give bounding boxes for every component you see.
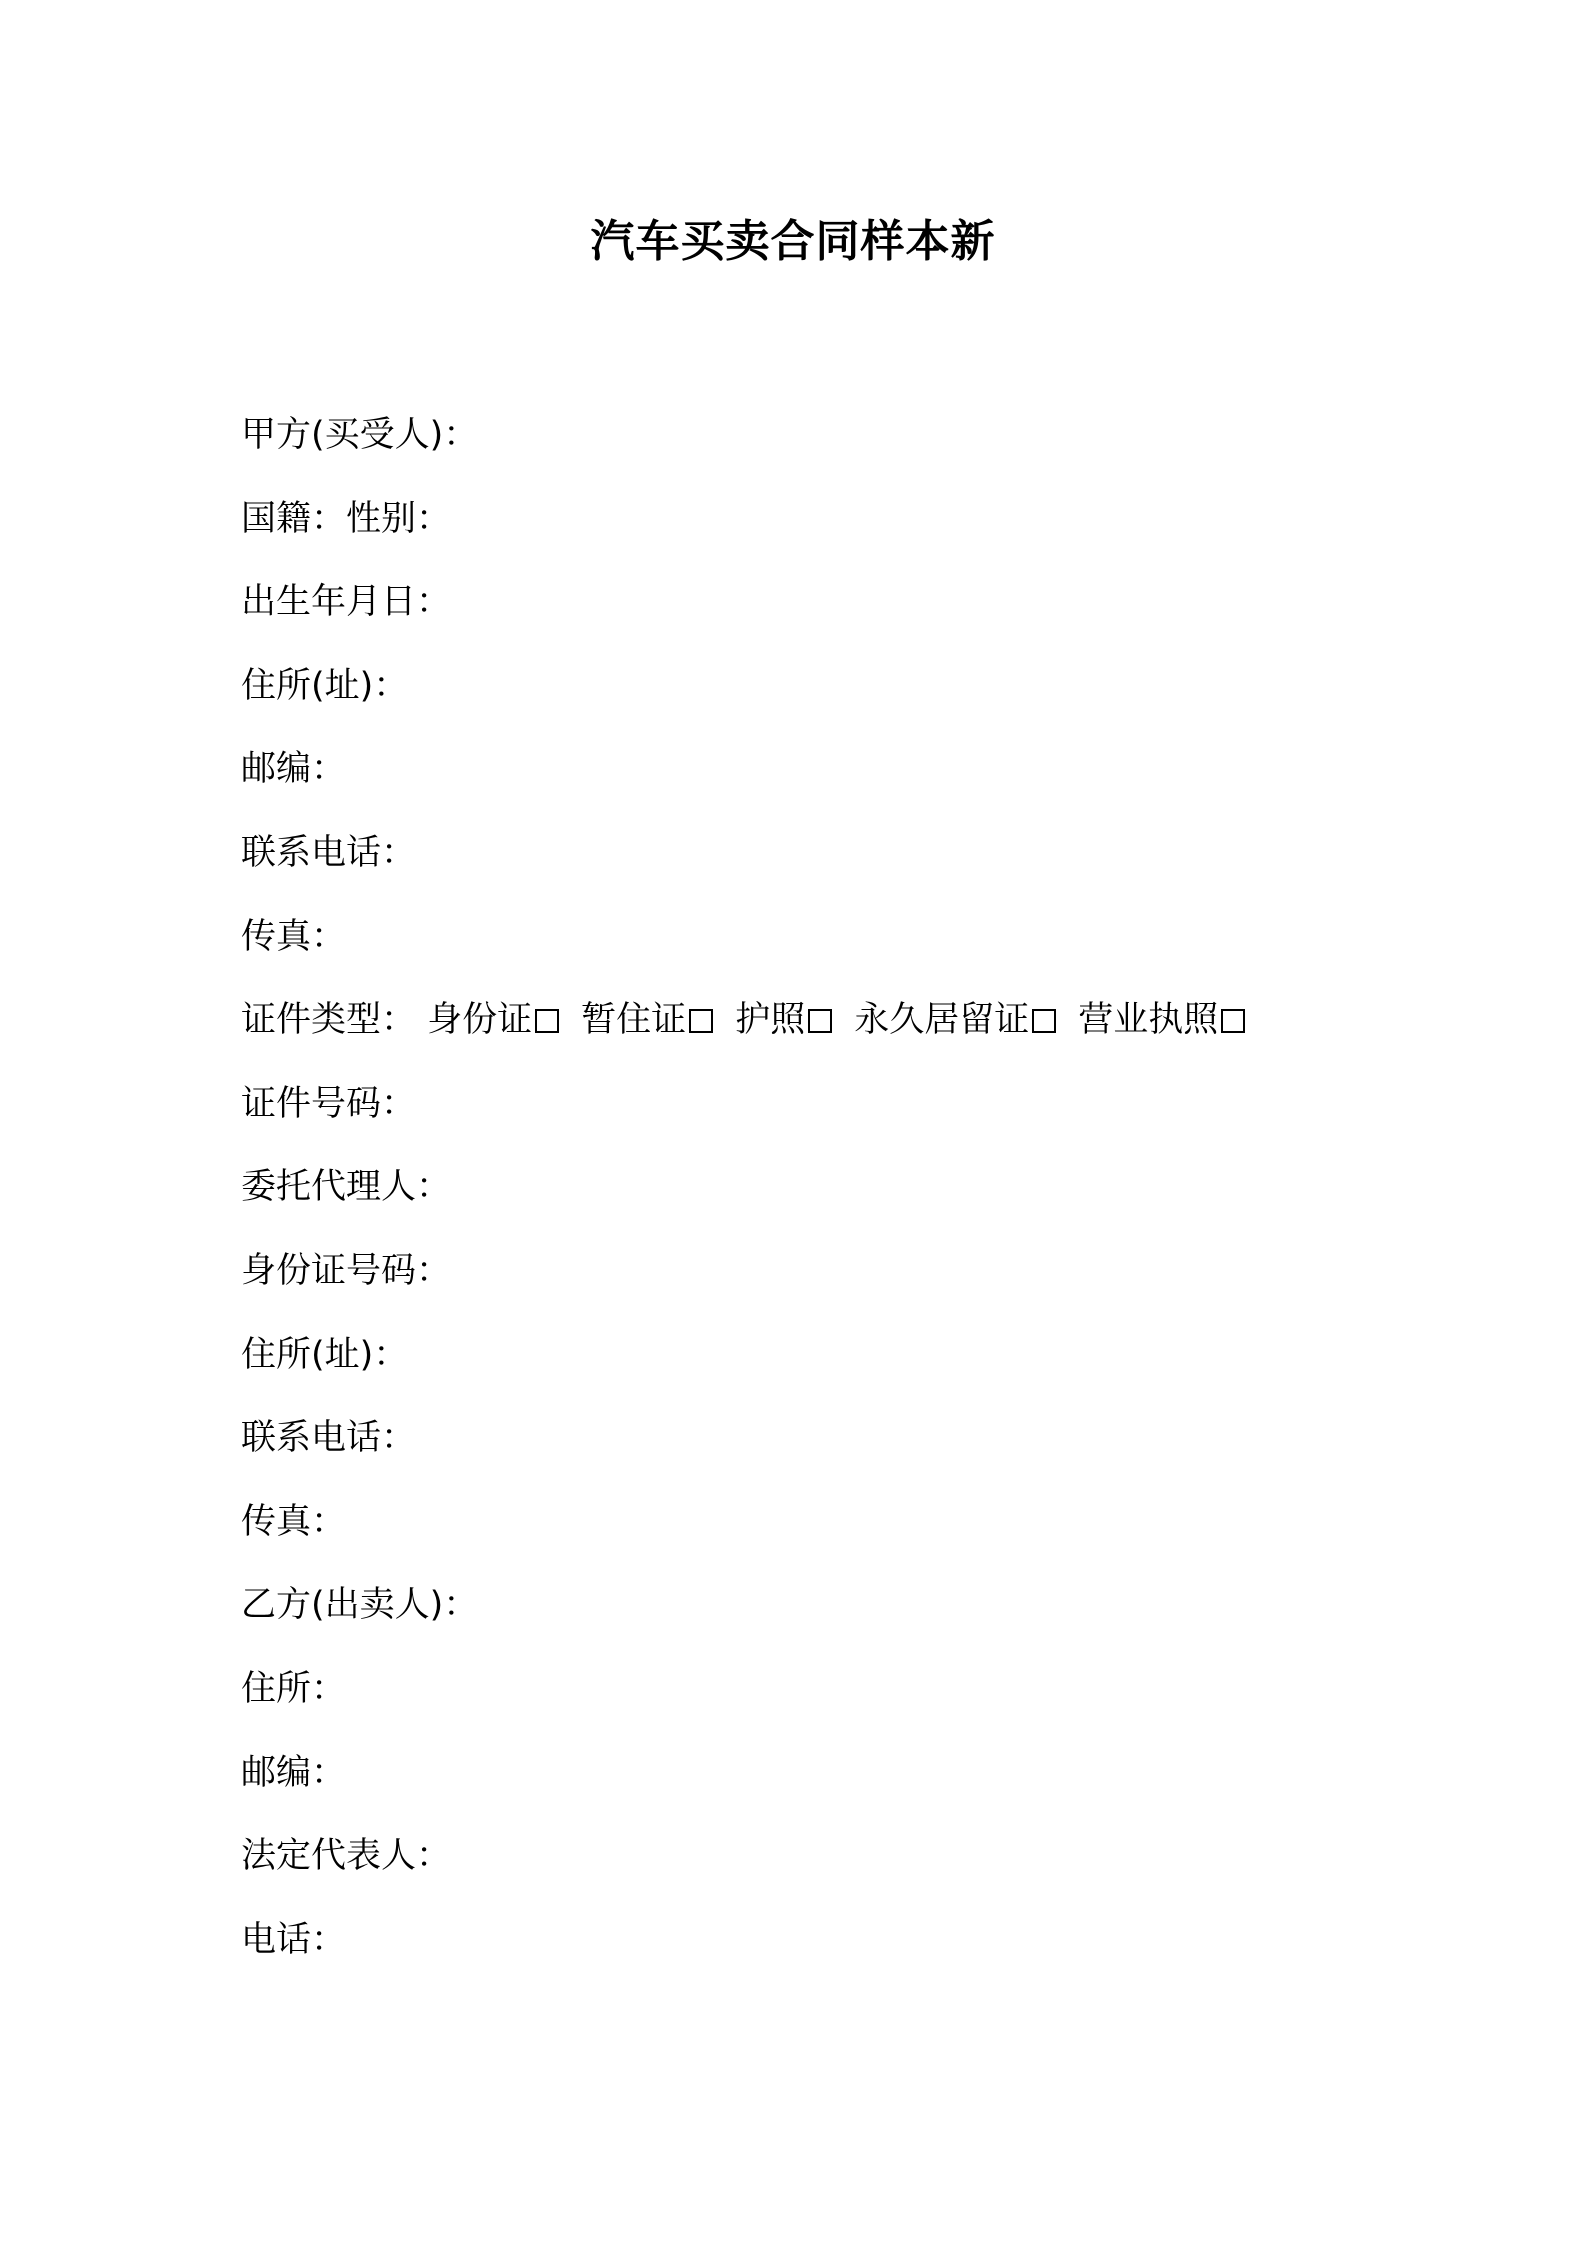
id-type-options bbox=[416, 1000, 1267, 1040]
agent-fax-field: 传真： bbox=[241, 1501, 347, 1542]
nationality-gender-field: 国籍：性别： bbox=[241, 498, 452, 539]
party-b-heading: 乙方(出卖人)： bbox=[241, 1585, 479, 1626]
id-option-label: 护照 bbox=[735, 1000, 806, 1041]
party-a-heading: 甲方(买受人)： bbox=[241, 415, 479, 455]
id-option-label: 营业执照 bbox=[1078, 1000, 1219, 1041]
id-option-id-card bbox=[427, 990, 559, 1050]
permanent-residence-checkbox[interactable] bbox=[1032, 1009, 1056, 1033]
document-title: 汽车买卖合同样本新 bbox=[590, 216, 996, 267]
agent-address-field: 住所(址)： bbox=[241, 1334, 409, 1375]
id-option-passport bbox=[735, 990, 832, 1050]
id-type-label: 证件类型： bbox=[241, 1000, 417, 1041]
passport-checkbox[interactable] bbox=[808, 1009, 832, 1033]
party-b-address-field: 住所： bbox=[241, 1668, 347, 1709]
id-option-label: 身份证 bbox=[427, 1000, 533, 1041]
fax-field: 传真： bbox=[241, 916, 347, 957]
phone-field: 联系电话： bbox=[241, 832, 417, 873]
id-option-temp-residence bbox=[581, 990, 713, 1050]
id-card-checkbox[interactable] bbox=[535, 1009, 559, 1033]
temp-residence-checkbox[interactable] bbox=[689, 1009, 713, 1033]
id-number-field: 证件号码： bbox=[241, 1083, 417, 1124]
id-option-label: 暂住证 bbox=[581, 1000, 687, 1041]
legal-representative-field: 法定代表人： bbox=[241, 1836, 452, 1877]
party-b-postcode-field: 邮编： bbox=[241, 1752, 347, 1793]
agent-field: 委托代理人： bbox=[241, 1167, 452, 1208]
contract-fields bbox=[241, 405, 1441, 1993]
id-type-field bbox=[241, 990, 1441, 1074]
agent-id-number-field: 身份证号码： bbox=[241, 1250, 452, 1291]
address-field: 住所(址)： bbox=[241, 665, 409, 706]
business-license-checkbox[interactable] bbox=[1221, 1009, 1245, 1033]
id-option-business-license bbox=[1078, 990, 1245, 1050]
agent-phone-field: 联系电话： bbox=[241, 1418, 417, 1459]
party-b-phone-field: 电话： bbox=[241, 1919, 347, 1960]
id-option-permanent-residence bbox=[854, 990, 1056, 1050]
birth-date-field: 出生年月日： bbox=[241, 582, 452, 623]
postcode-field: 邮编： bbox=[241, 749, 347, 790]
id-option-label: 永久居留证 bbox=[854, 1000, 1030, 1041]
